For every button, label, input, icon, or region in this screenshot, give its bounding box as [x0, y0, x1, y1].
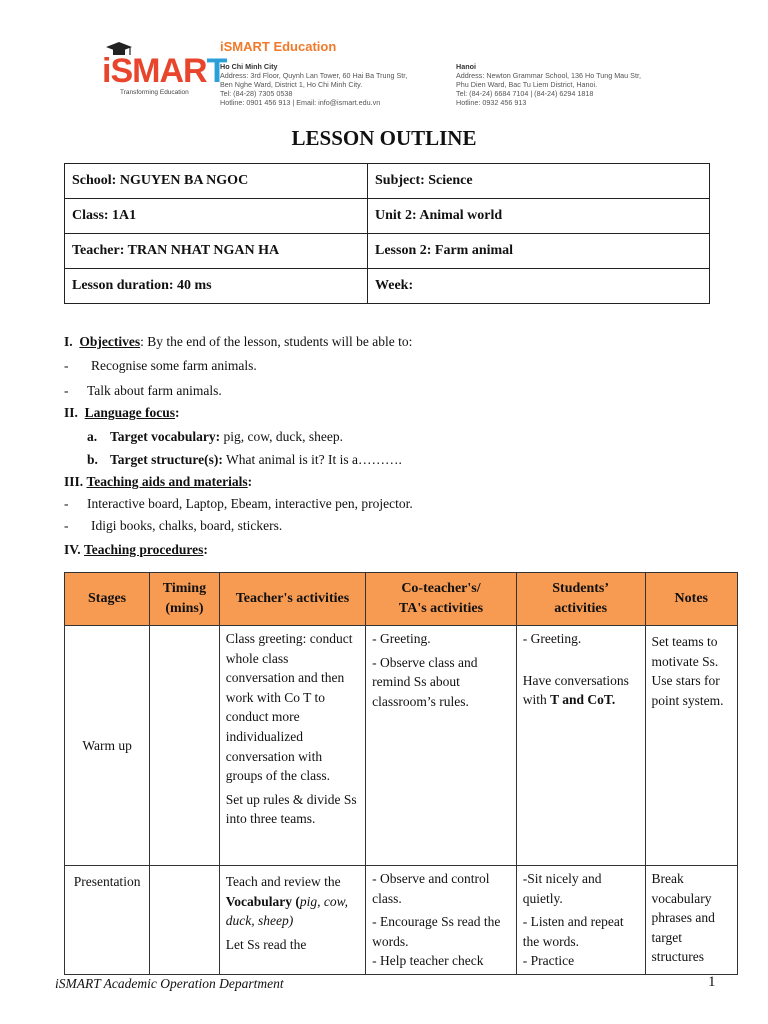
stage-cell: Presentation — [65, 866, 150, 975]
notes-cell: Set teams to motivate Ss. Use stars for point system. — [645, 626, 737, 866]
aid-item: - Interactive board, Laptop, Ebeam, interactive pen, projector. — [64, 496, 413, 511]
hanoi-office — [456, 62, 696, 107]
target-vocabulary: a. Target vocabulary: pig, cow, duck, sheep. — [87, 429, 343, 444]
class-cell: Class: 1A1 — [65, 199, 368, 234]
stage-cell: Warm up — [65, 626, 150, 866]
ismart-logo — [92, 40, 227, 108]
objective-item: - Talk about farm animals. — [64, 383, 222, 398]
lesson-info-table — [64, 163, 710, 304]
office-name: Hanoi — [456, 62, 476, 71]
student-activity-cell: - Greeting. Have conversations with T and CoT. — [516, 626, 645, 866]
objectives-label: Objectives — [79, 334, 141, 349]
week-cell: Week: — [368, 269, 710, 304]
table-row — [65, 866, 738, 975]
page-number: 1 — [708, 974, 716, 990]
table-header-row — [65, 573, 738, 626]
logo-tagline: Transforming Education — [120, 89, 189, 96]
header-stages: Stages — [65, 573, 150, 626]
target-structure: b. Target structure(s): What animal is it? It is a………. — [87, 452, 402, 467]
student-activity-cell: -Sit nicely and quietly. - Listen and repeat the words. - Practice — [516, 866, 645, 975]
header-students-activities: Students’ activities — [516, 573, 645, 626]
subject-cell: Subject: Science — [368, 164, 710, 199]
office-hotline: Hotline: 0932 456 913 — [456, 98, 527, 107]
duration-cell: Lesson duration: 40 ms — [65, 269, 368, 304]
header-notes: Notes — [645, 573, 737, 626]
page-title: LESSON OUTLINE — [291, 126, 477, 150]
teacher-activity-cell: Class greeting: conduct whole class conversation and then work with Co T to conduct more individualized conversation with groups of the class. Set up rules & divide Ss into three teams. — [219, 626, 365, 866]
timing-cell — [150, 866, 220, 975]
office-address: Ben Nghe Ward, District 1, Ho Chi Minh City. — [220, 80, 363, 89]
language-focus-heading: II. Language focus: — [64, 405, 180, 420]
objectives-heading: I. Objectives: By the end of the lesson, students will be able to: — [64, 334, 413, 349]
office-tel: Tel: (84-28) 7305 0538 — [220, 89, 293, 98]
table-row — [65, 626, 738, 866]
office-address: Address: 3rd Floor, Quynh Lan Tower, 60 Hai Ba Trung Str, — [220, 71, 408, 80]
teaching-aids-label: Teaching aids and materials — [86, 474, 248, 489]
office-address: Address: Newton Grammar School, 136 Ho Tung Mau Str, — [456, 71, 641, 80]
procedures-label: Teaching procedures — [84, 542, 204, 557]
logo-letter-t: T — [206, 52, 227, 90]
teacher-cell: Teacher: TRAN NHAT NGAN HA — [65, 234, 368, 269]
timing-cell — [150, 626, 220, 866]
unit-cell: Unit 2: Animal world — [368, 199, 710, 234]
coteacher-activity-cell: - Greeting. - Observe class and remind Ss about classroom’s rules. — [366, 626, 517, 866]
header-teacher-activities: Teacher's activities — [219, 573, 365, 626]
language-focus-label: Language focus — [84, 405, 176, 420]
header-timing: Timing (mins) — [150, 573, 220, 626]
header-coteacher-activities: Co-teacher's/ TA's activities — [366, 573, 517, 626]
brand-name: iSMART Education — [220, 39, 337, 54]
office-tel: Tel: (84-24) 6684 7104 | (84-24) 6294 1818 — [456, 89, 594, 98]
procedures-table — [64, 572, 738, 975]
teacher-activity-cell: Teach and review the Vocabulary (pig, cow, duck, sheep) Let Ss read the — [219, 866, 365, 975]
office-hotline: Hotline: 0901 456 913 | Email: info@ismart.edu.vn — [220, 98, 381, 107]
school-cell: School: NGUYEN BA NGOC — [65, 164, 368, 199]
office-name: Ho Chi Minh City — [220, 62, 278, 71]
coteacher-activity-cell: - Observe and control class. - Encourage Ss read the words. - Help teacher check — [366, 866, 517, 975]
lesson-cell: Lesson 2: Farm animal — [368, 234, 710, 269]
office-address: Phu Dien Ward, Bac Tu Liem District, Hanoi. — [456, 80, 598, 89]
aid-item: - Idigi books, chalks, board, stickers. — [64, 518, 283, 533]
logo-letter-i: i — [102, 52, 111, 90]
footer-department: iSMART Academic Operation Department — [55, 976, 284, 991]
logo-letters: SMAR — [110, 52, 207, 90]
teaching-aids-heading: III. Teaching aids and materials: — [64, 474, 253, 489]
letterhead — [90, 38, 710, 113]
procedures-heading: IV. Teaching procedures: — [64, 542, 208, 557]
notes-cell: Break vocabulary phrases and target structures — [645, 866, 737, 975]
hcm-office — [220, 62, 450, 107]
objective-item: - Recognise some farm animals. — [64, 358, 257, 373]
